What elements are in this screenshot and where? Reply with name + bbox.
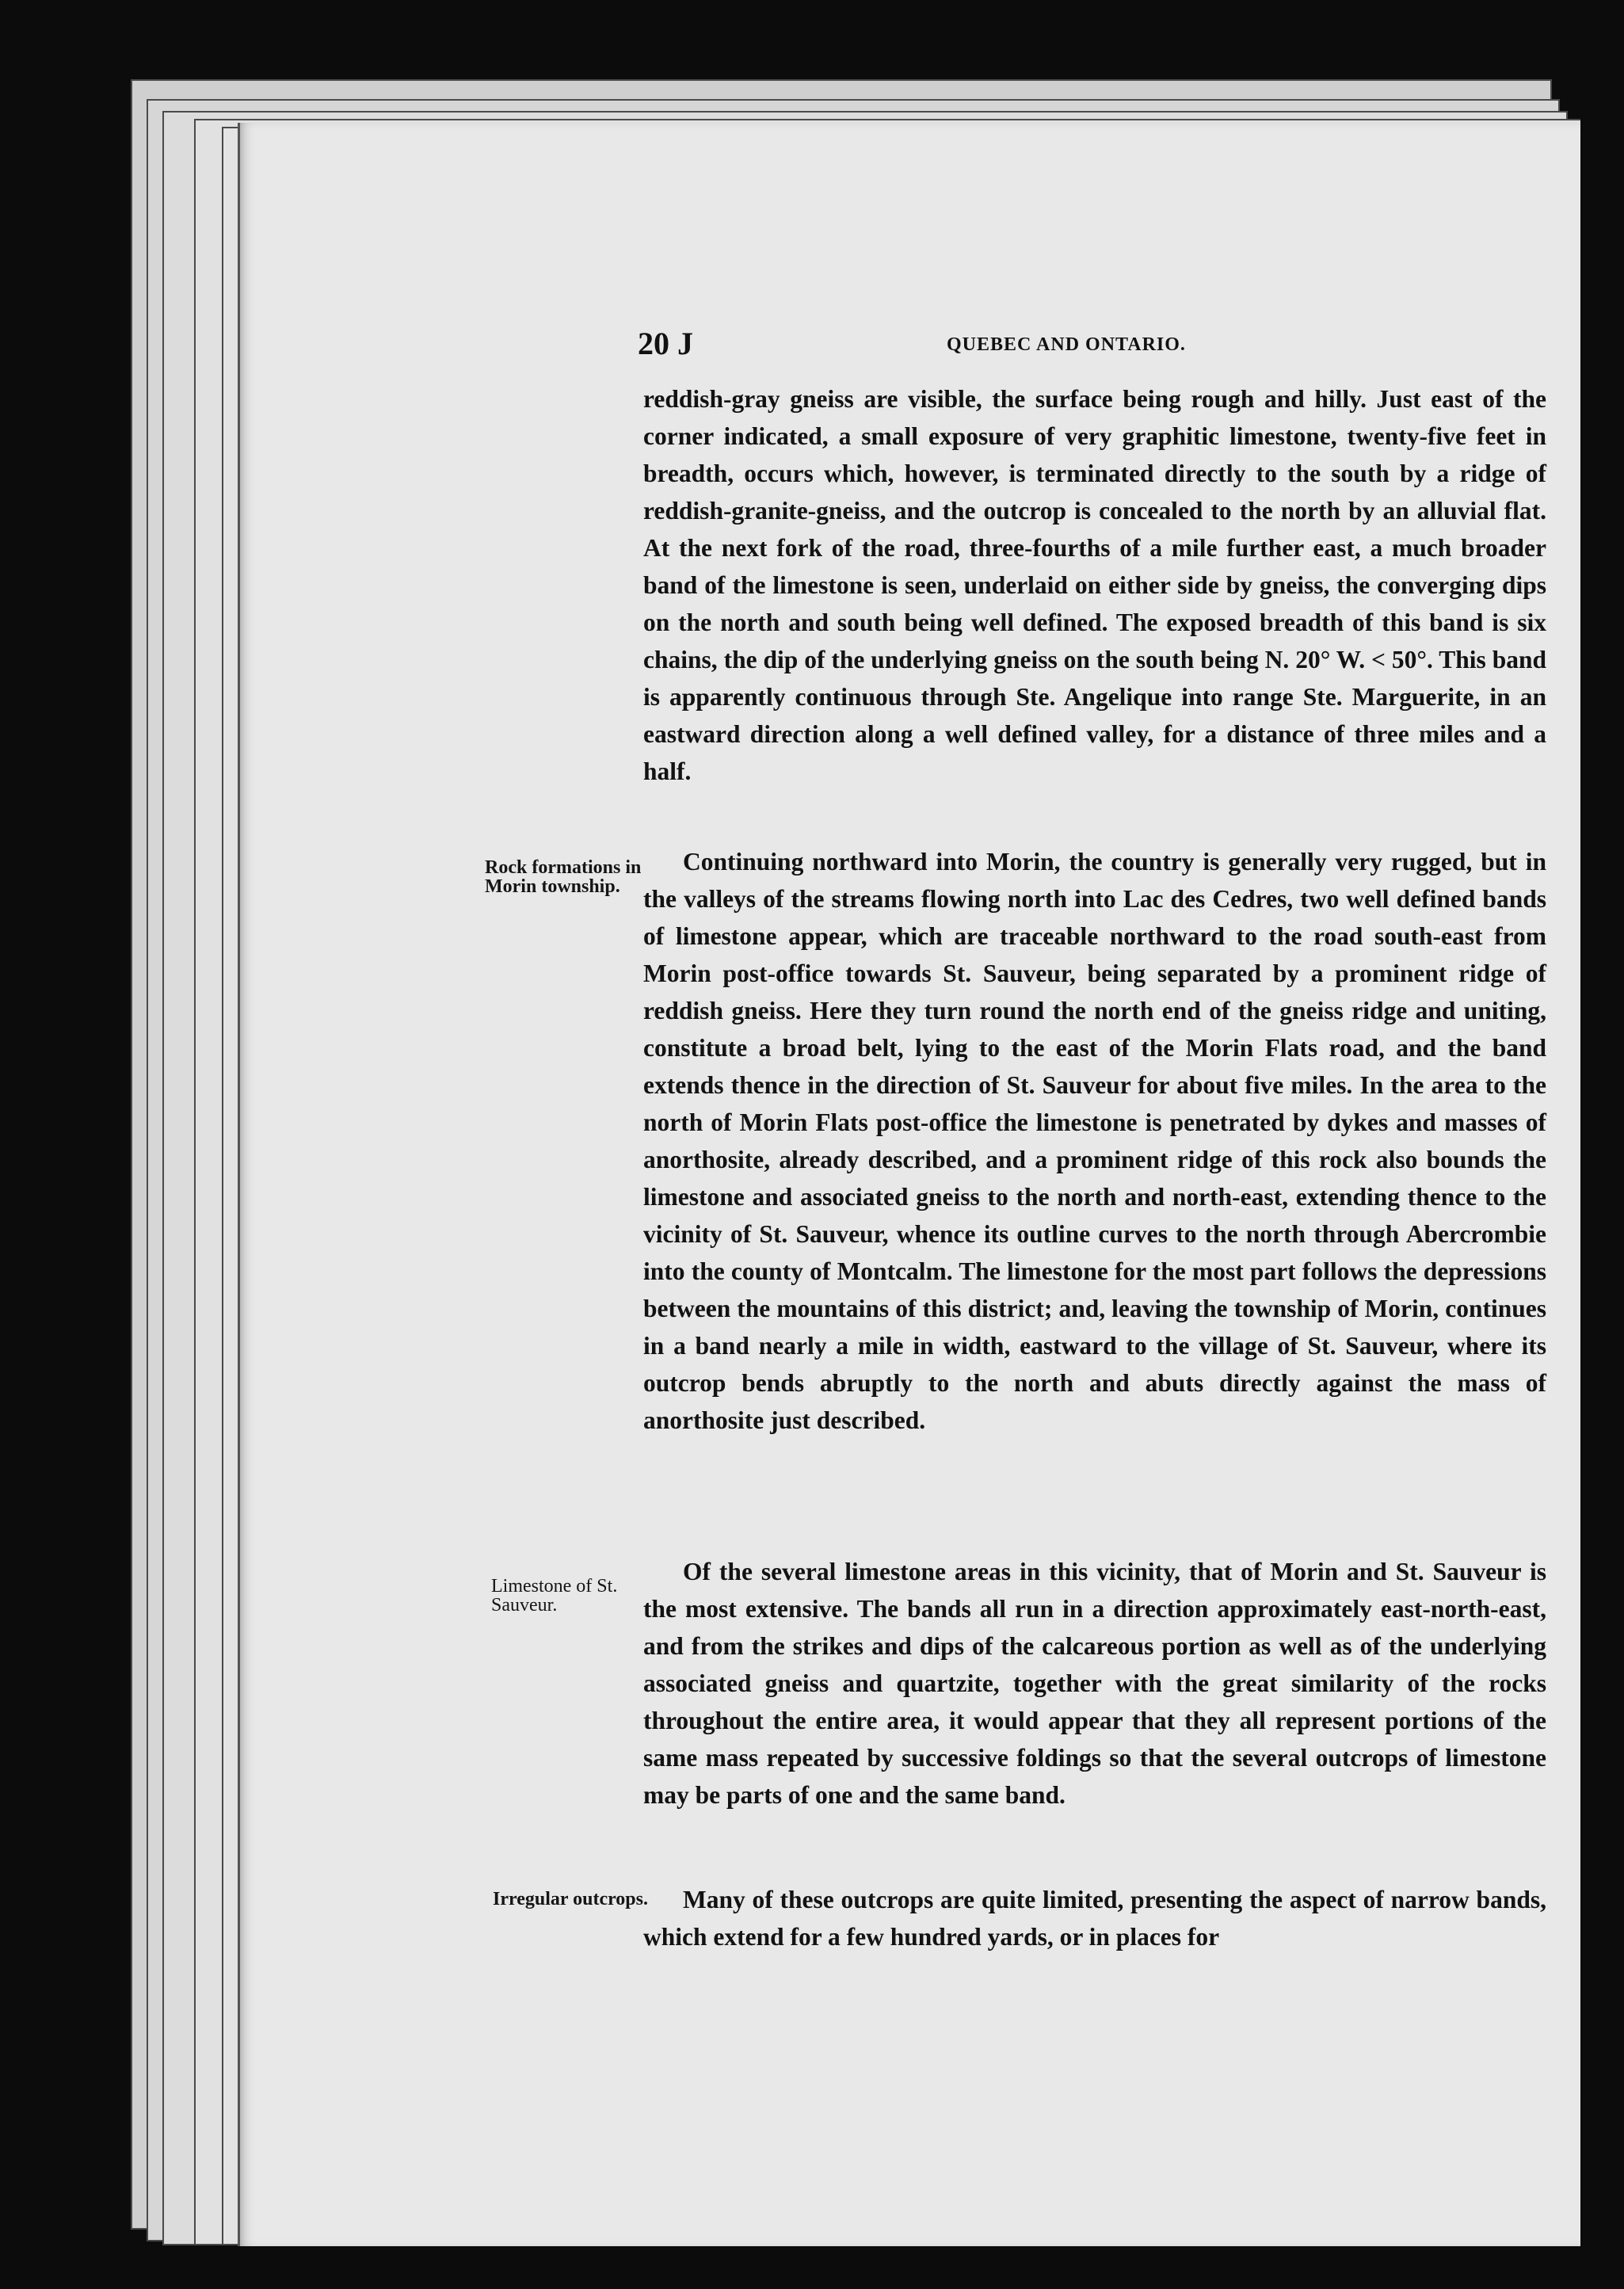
running-head: QUEBEC AND ONTARIO. [947, 334, 1186, 355]
paragraph: Continuing northward into Morin, the country is generally very rugged, but in the valleys of the streams flowing north into Lac des Cedres, two well defined bands of limestone appear, which are traceable northward to the road south-east from Morin post-office towards St. Sauveur, being separated by a prominent ridge of reddish gneiss. Here they turn round the north end of the gneiss ridge and uniting, constitute a broad belt, lying to the east of the Morin Flats road, and the band extends thence in the direction of St. Sauveur for about five miles. In the area to the north of Morin Flats post-office the limestone is penetrated by dykes and masses of anorthosite, already described, and a prominent ridge of this rock also bounds the limestone and associated gneiss to the north and north-east, extending thence to the vicinity of St. Sauveur, whence its outline curves to the north through Abercrombie into the county of Montcalm. The limestone for the most part follows the depressions between the mountains of this district; and, leaving the township of Morin, continues in a band nearly a mile in width, eastward to the village of St. Sauveur, where its outcrop bends abruptly to the north and abuts directly against the mass of anorthosite just described. [643, 848, 1546, 1434]
margin-note: Irregular outcrops. [493, 1889, 648, 1909]
paragraph: reddish-gray gneiss are visible, the surface being rough and hilly. Just east of the corner indicated, a small exposure of very graphitic limestone, twenty-five feet in breadth, occurs which, however, is terminated directly to the south by a ridge of reddish-granite-gneiss, and the outcrop is concealed to the north by an alluvial flat. At the next fork of the road, three-fourths of a mile further east, a much broader band of the limestone is seen, underlaid on either side by gneiss, the converging dips on the north and south being well defined. The exposed breadth of this band is six chains, the dip of the underlying gneiss on the south being N. 20° W. < 50°. This band is apparently continuous through Ste. Angelique into range Ste. Marguerite, in an eastward direction along a well defined valley, for a distance of three miles and a half. [643, 385, 1546, 785]
margin-note: Limestone of St. Sauveur. [491, 1576, 618, 1616]
paragraph: Of the several limestone areas in this vicinity, that of Morin and St. Sauveur is the most extensive. The bands all run in a direction approximately east-north-east, and from the strikes and dips of the calcareous portion as well as of the underlying associated gneiss and quartzite, together with the great similarity of the rocks throughout the entire area, it would appear that they all represent portions of the same mass repeated by successive foldings so that the several outcrops of limestone may be parts of one and the same band. [643, 1558, 1546, 1809]
paragraph: Many of these outcrops are quite limited, presenting the aspect of narrow bands, which extend for a few hundred yards, or in places for [643, 1886, 1546, 1951]
scan-background-top [0, 0, 1624, 79]
page-number: 20 J [638, 326, 693, 361]
margin-note: Rock formations in Morin township. [485, 857, 642, 897]
page-header [638, 325, 1549, 372]
scan-background-right [1580, 0, 1624, 2289]
